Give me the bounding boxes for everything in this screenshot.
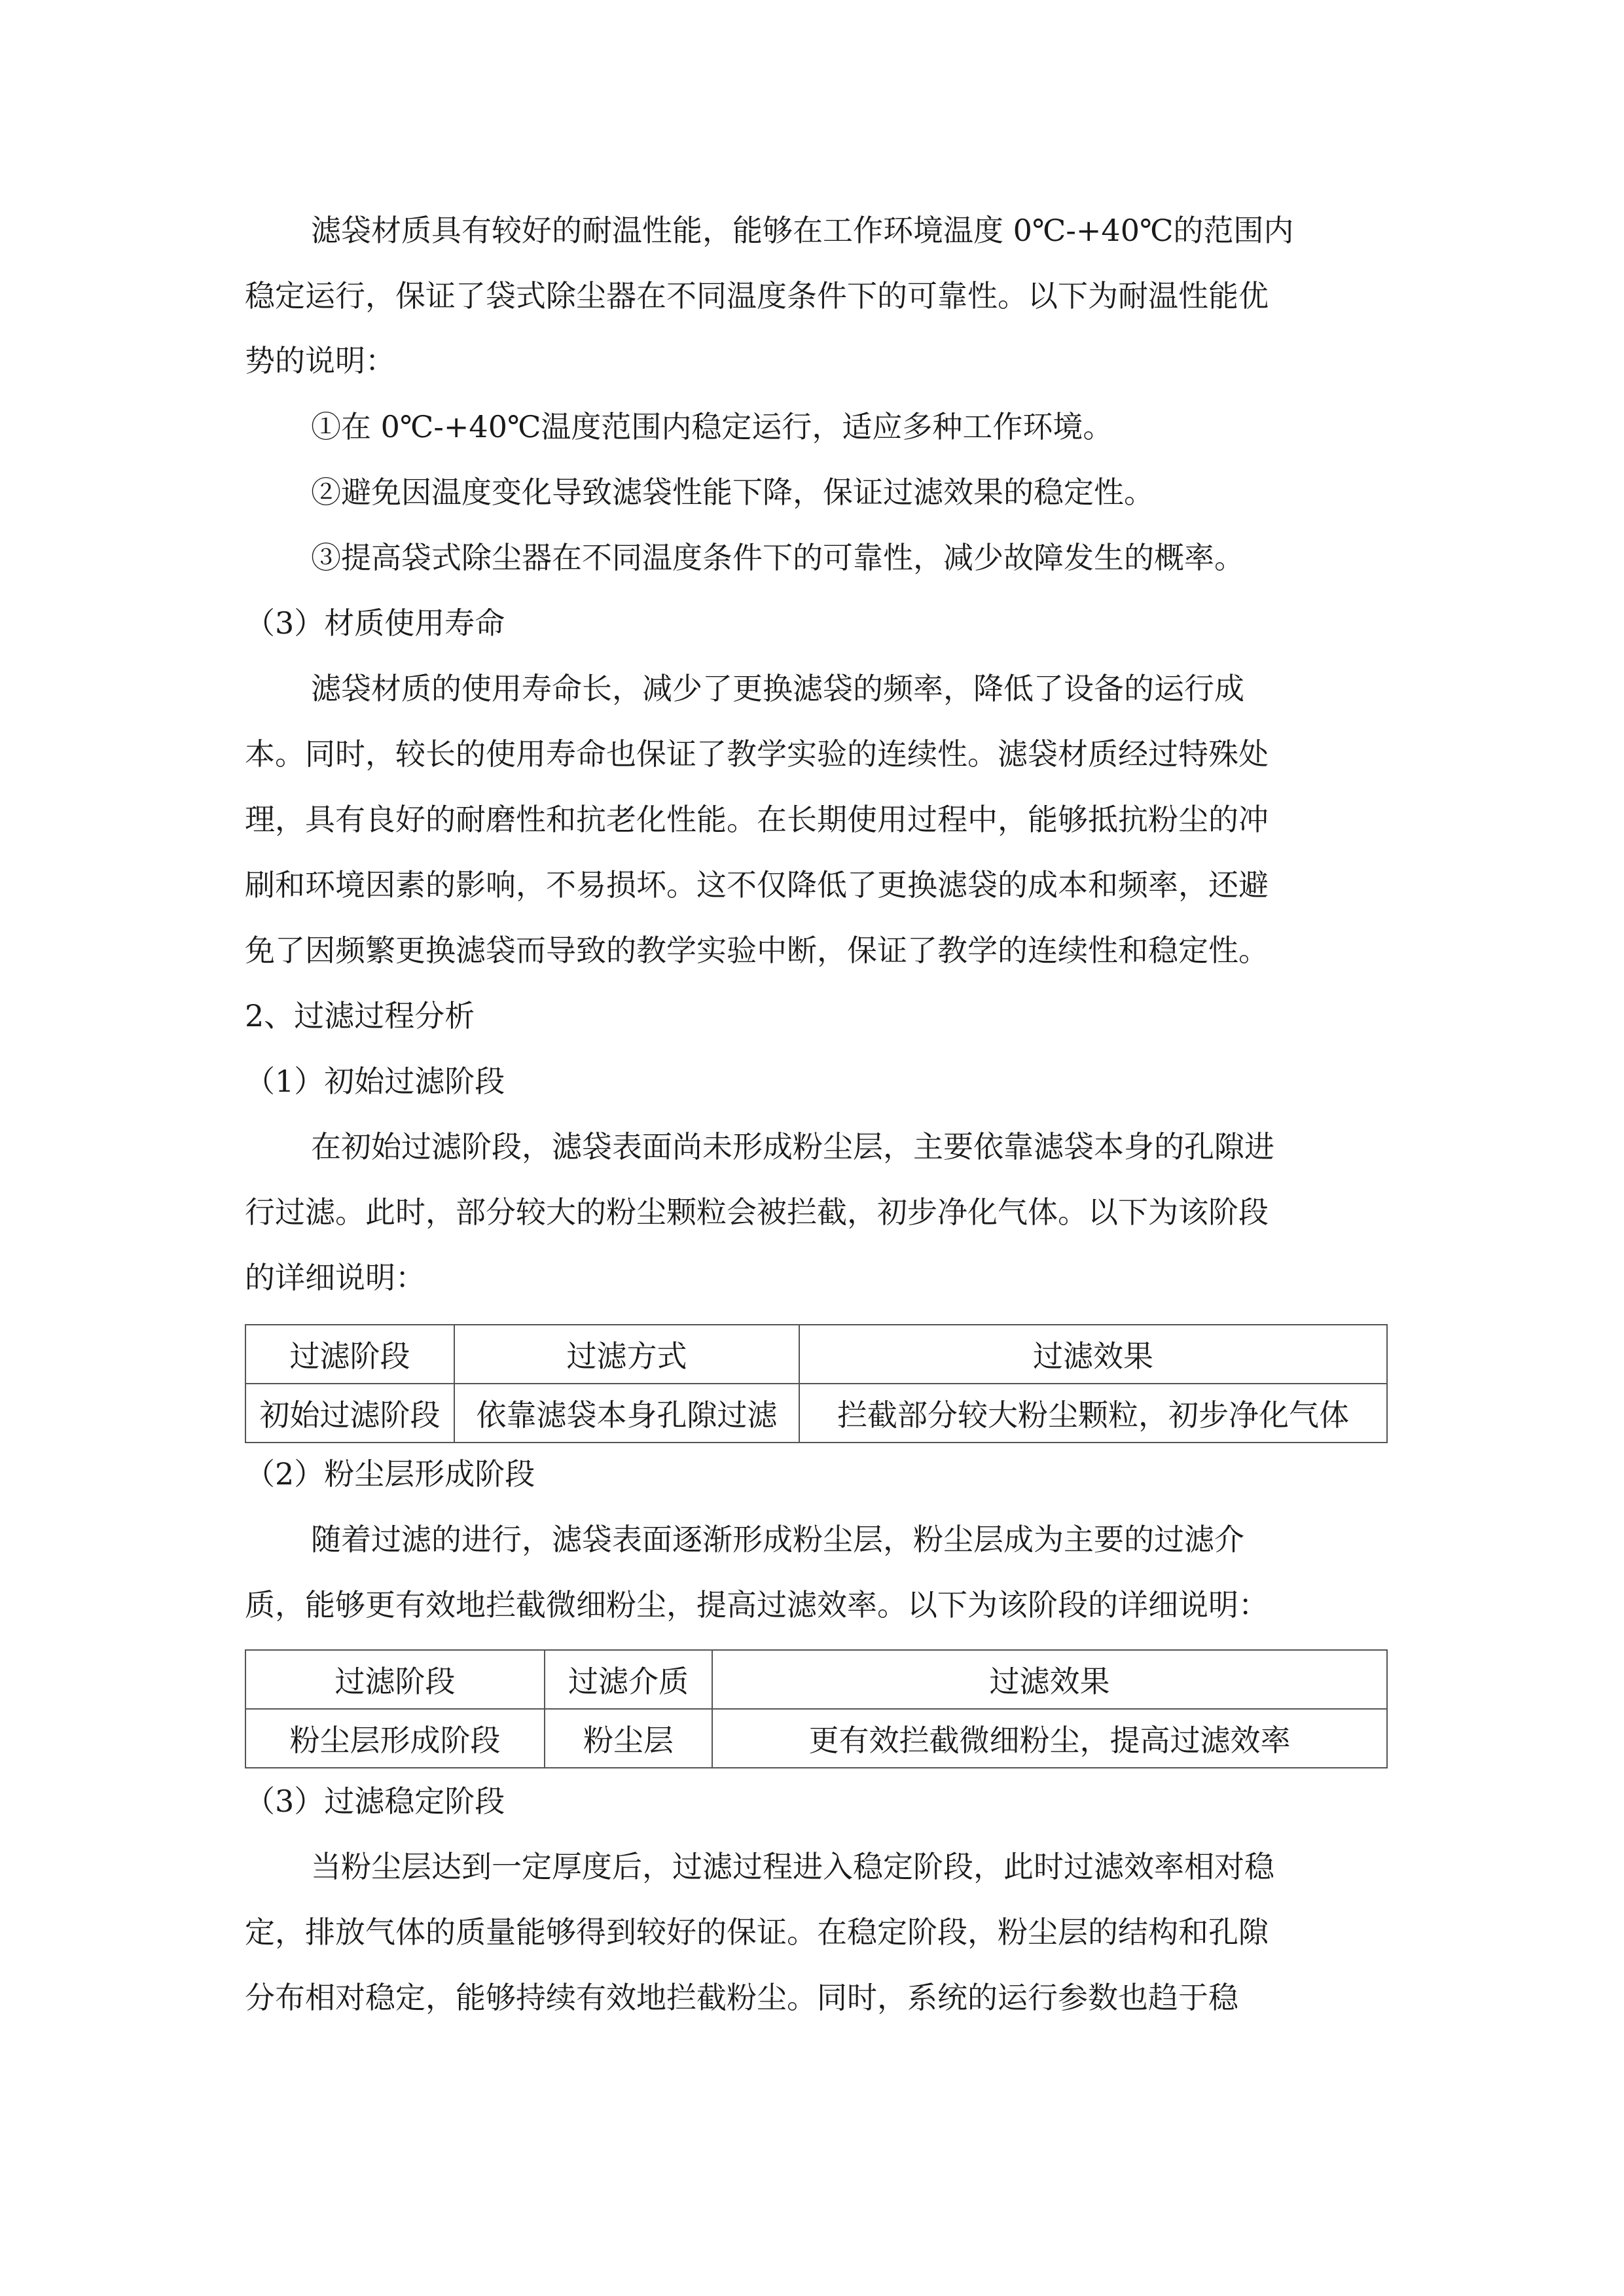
paragraph-line: 定，排放气体的质量能够得到较好的保证。在稳定阶段，粉尘层的结构和孔隙 [245, 1914, 1269, 1950]
paragraph-line: 当粉尘层达到一定厚度后，过滤过程进入稳定阶段，此时过滤效率相对稳 [311, 1849, 1274, 1884]
paragraph-line: 分布相对稳定，能够持续有效地拦截粉尘。同时，系统的运行参数也趋于稳 [245, 1980, 1238, 2015]
list-item: ①在 0℃-+40℃温度范围内稳定运行，适应多种工作环境。 [311, 409, 1113, 444]
table-header-row [245, 1325, 1387, 1384]
table-header-cell: 过滤效果 [799, 1325, 1387, 1384]
paragraph-line: 刷和环境因素的影响，不易损坏。这不仅降低了更换滤袋的成本和频率，还避 [245, 867, 1269, 903]
table-cell: 依靠滤袋本身孔隙过滤 [454, 1384, 799, 1443]
paragraph-line: 滤袋材质的使用寿命长，减少了更换滤袋的频率，降低了设备的运行成 [311, 671, 1244, 706]
table-row [245, 1709, 1387, 1768]
table-cell: 粉尘层 [545, 1709, 712, 1768]
paragraph-line: 势的说明： [245, 343, 395, 378]
table-cell: 更有效拦截微细粉尘，提高过滤效率 [712, 1709, 1387, 1768]
subsection-heading: （2）粉尘层形成阶段 [245, 1456, 535, 1492]
table-header-cell: 过滤介质 [545, 1650, 712, 1709]
list-item: ③提高袋式除尘器在不同温度条件下的可靠性，减少故障发生的概率。 [311, 540, 1244, 575]
table-header-cell: 过滤阶段 [245, 1325, 454, 1384]
table-row [245, 1384, 1387, 1443]
table-cell: 拦截部分较大粉尘颗粒，初步净化气体 [799, 1384, 1387, 1443]
paragraph-line: 行过滤。此时，部分较大的粉尘颗粒会被拦截，初步净化气体。以下为该阶段 [245, 1194, 1269, 1230]
paragraph-line: 理，具有良好的耐磨性和抗老化性能。在长期使用过程中，能够抵抗粉尘的冲 [245, 802, 1269, 837]
paragraph-line: 稳定运行，保证了袋式除尘器在不同温度条件下的可靠性。以下为耐温性能优 [245, 278, 1269, 314]
list-item: ②避免因温度变化导致滤袋性能下降，保证过滤效果的稳定性。 [311, 475, 1154, 510]
initial-stage-table [245, 1324, 1388, 1443]
paragraph-line: 质，能够更有效地拦截微细粉尘，提高过滤效率。以下为该阶段的详细说明： [245, 1587, 1269, 1623]
paragraph-line: 本。同时，较长的使用寿命也保证了教学实验的连续性。滤袋材质经过特殊处 [245, 736, 1269, 772]
table-header-row [245, 1650, 1387, 1709]
paragraph-line: 随着过滤的进行，滤袋表面逐渐形成粉尘层，粉尘层成为主要的过滤介 [311, 1522, 1244, 1557]
table-header-cell: 过滤方式 [454, 1325, 799, 1384]
section-heading: （3）材质使用寿命 [245, 605, 505, 641]
table-header-cell: 过滤阶段 [245, 1650, 545, 1709]
dust-layer-stage-table [245, 1649, 1388, 1768]
paragraph-line: 的详细说明： [245, 1260, 425, 1295]
section-heading: 2、过滤过程分析 [245, 998, 475, 1033]
subsection-heading: （3）过滤稳定阶段 [245, 1784, 505, 1819]
table-cell: 粉尘层形成阶段 [245, 1709, 545, 1768]
table-header-cell: 过滤效果 [712, 1650, 1387, 1709]
paragraph-line: 滤袋材质具有较好的耐温性能，能够在工作环境温度 0℃-+40℃的范围内 [311, 213, 1294, 248]
subsection-heading: （1）初始过滤阶段 [245, 1064, 505, 1099]
paragraph-line: 在初始过滤阶段，滤袋表面尚未形成粉尘层，主要依靠滤袋本身的孔隙进 [311, 1129, 1274, 1164]
paragraph-line: 免了因频繁更换滤袋而导致的教学实验中断，保证了教学的连续性和稳定性。 [245, 933, 1269, 968]
table-cell: 初始过滤阶段 [245, 1384, 454, 1443]
